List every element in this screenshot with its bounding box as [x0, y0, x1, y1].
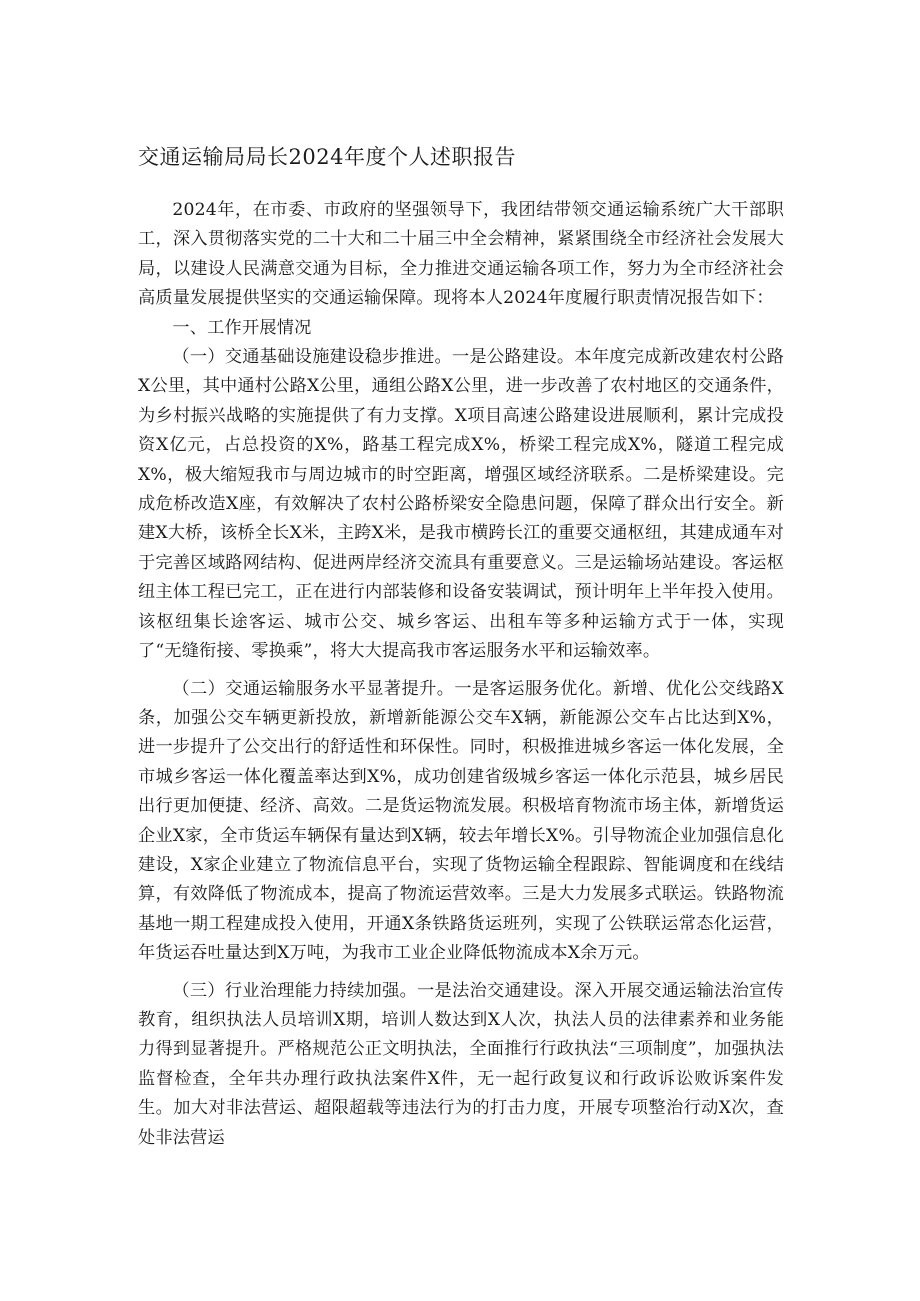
paragraph-infrastructure: （一）交通基础设施建设稳步推进。一是公路建设。本年度完成新改建农村公路X公里，其中通村公路X公里，通组公路X公里，进一步改善了农村地区的交通条件，为乡村振兴战略的实施提供了有力支撑。X项目高速公路建设进展顺利，累计完成投资X亿元，占总投资的X%，路基工程完成X%，桥梁工程完成X%，隧道工程完成X%，极大缩短我市与周边城市的时空距离，增强区域经济联系。二是桥梁建设。完成危桥改造X座，有效解决了农村公路桥梁安全隐患问题，保障了群众出行安全。新建X大桥，该桥全长X米，主跨X米，是我市横跨长江的重要交通枢纽，其建成通车对于完善区域路网结构、促进两岸经济交流具有重要意义。三是运输场站建设。客运枢纽主体工程已完工，正在进行内部装修和设备安装调试，预计明年上半年投入使用。该枢纽集长途客运、城市公交、城乡客运、出租车等多种运输方式于一体，实现了“无缝衔接、零换乘”，将大大提高我市客运服务水平和运输效率。 — [138, 347, 784, 662]
document-title: 交通运输局局长2024年度个人述职报告 — [138, 145, 516, 169]
paragraph-governance: （三）行业治理能力持续加强。一是法治交通建设。深入开展交通运输法治宣传教育，组织执法人员培训X期，培训人数达到X人次，执法人员的法律素养和业务能力得到显著提升。严格规范公正文明执法，全面推行行政执法“三项制度”，加强执法监督检查，全年共办理行政执法案件X件，无一起行政复议和行政诉讼败诉案件发生。加大对非法营运、超限超载等违法行为的打击力度，开展专项整治行动X次，查处非法营运 — [138, 980, 784, 1148]
section-heading-work: 一、工作开展情况 — [172, 317, 312, 338]
document-body — [138, 196, 784, 1153]
intro-paragraph: 2024年，在市委、市政府的坚强领导下，我团结带领交通运输系统广大干部职工，深入贯彻落实党的二十大和二十届三中全会精神，紧紧围绕全市经济社会发展大局，以建设人民满意交通为目标，全力推进交通运输各项工作，努力为全市经济社会高质量发展提供坚实的交通运输保障。现将本人2024年度履行职责情况报告如下： — [138, 200, 784, 309]
paragraph-transport-service: （二）交通运输服务水平显著提升。一是客运服务优化。新增、优化公交线路X条，加强公交车辆更新投放，新增新能源公交车X辆，新能源公交车占比达到X%，进一步提升了公交出行的舒适性和环保性。同时，积极推进城乡客运一体化发展，全市城乡客运一体化覆盖率达到X%，成功创建省级城乡客运一体化示范县，城乡居民出行更加便捷、经济、高效。二是货运物流发展。积极培育物流市场主体，新增货运企业X家，全市货运车辆保有量达到X辆，较去年增长X%。引导物流企业加强信息化建设，X家企业建立了物流信息平台，实现了货物运输全程跟踪、智能调度和在线结算，有效降低了物流成本，提高了物流运营效率。三是大力发展多式联运。铁路物流基地一期工程建成投入使用，开通X条铁路货运班列，实现了公铁联运常态化运营，年货运吞吐量达到X万吨，为我市工业企业降低物流成本X余万元。 — [138, 678, 784, 964]
